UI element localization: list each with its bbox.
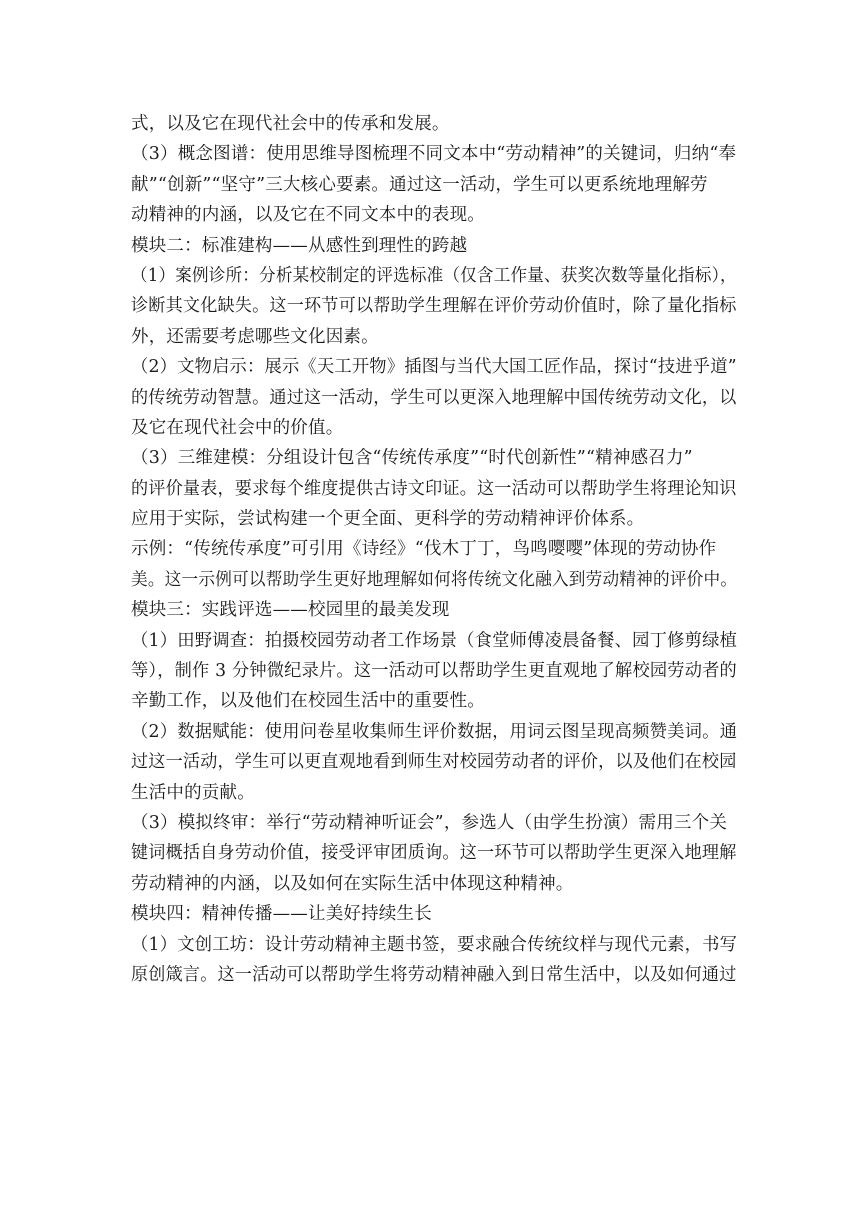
text-line: 生活中的贡献。	[131, 782, 255, 803]
text-line: （3）模拟终审：举行“劳动精神听证会”，参选人（由学生扮演）需用三个关	[131, 812, 728, 833]
text-line: （1）案例诊所：分析某校制定的评选标准（仅含工作量、获奖次数等量化指标），	[131, 265, 737, 286]
text-line: （1）田野调查：拍摄校园劳动者工作场景（食堂师傅凌晨备餐、园丁修剪绿植	[131, 630, 738, 651]
text-line: 献”“创新”“坚守”三大核心要素。通过这一活动，学生可以更系统地理解劳	[131, 174, 708, 195]
text-line: 辛勤工作，以及他们在校园生活中的重要性。	[131, 691, 485, 712]
text-line: 的评价量表，要求每个维度提供古诗文印证。这一活动可以帮助学生将理论知识	[131, 478, 737, 499]
text-line: （3）三维建模：分组设计包含“传统传承度”“时代创新性”“精神感召力”	[131, 448, 693, 469]
section-heading: 模块二：标准建构——从感性到理性的跨越	[131, 235, 468, 256]
text-line: 键词概括自身劳动价值，接受评审团质询。这一环节可以帮助学生更深入地理解	[131, 843, 737, 864]
text-line: 美。这一示例可以帮助学生更好地理解如何将传统文化融入到劳动精神的评价中。	[131, 569, 738, 590]
section-heading: 模块四：精神传播——让美好持续生长	[131, 904, 432, 925]
text-line: 及它在现代社会中的价值。	[131, 417, 344, 438]
text-line: 式，以及它在现代社会中的传承和发展。	[131, 114, 450, 134]
section-heading: 模块三：实践评选——校园里的最美发现	[131, 600, 450, 621]
text-line: 动精神的内涵，以及它在不同文本中的表现。	[131, 205, 485, 226]
text-line: （2）数据赋能：使用问卷星收集师生评价数据，用词云图呈现高频赞美词。通	[131, 721, 738, 742]
document-body	[131, 109, 737, 990]
text-line: 外，还需要考虑哪些文化因素。	[131, 326, 379, 347]
text-line: 应用于实际，尝试构建一个更全面、更科学的劳动精神评价体系。	[131, 509, 645, 530]
text-line: 的传统劳动智慧。通过这一活动，学生可以更深入地理解中国传统劳动文化，以	[131, 387, 737, 408]
text-line: （1）文创工坊：设计劳动精神主题书签，要求融合传统纹样与现代元素，书写	[131, 934, 738, 955]
text-line: （3）概念图谱：使用思维导图梳理不同文本中“劳动精神”的关键词，归纳“奉	[131, 144, 737, 165]
text-line: 等），制作 3 分钟微纪录片。这一活动可以帮助学生更直观地了解校园劳动者的	[131, 661, 737, 682]
text-line: 原创箴言。这一活动可以帮助学生将劳动精神融入到日常生活中，以及如何通过	[131, 964, 737, 985]
text-line: 劳动精神的内涵，以及如何在实际生活中体现这种精神。	[131, 873, 574, 894]
text-line: 过这一活动，学生可以更直观地看到师生对校园劳动者的评价，以及他们在校园	[131, 752, 737, 773]
text-line: 诊断其文化缺失。这一环节可以帮助学生理解在评价劳动价值时，除了量化指标	[131, 296, 737, 317]
text-line: （2）文物启示：展示《天工开物》插图与当代大国工匠作品，探讨“技进乎道”	[131, 357, 737, 378]
text-line: 示例：“传统传承度”可引用《诗经》“伐木丁丁，鸟鸣嘤嘤”体现的劳动协作	[131, 539, 717, 560]
